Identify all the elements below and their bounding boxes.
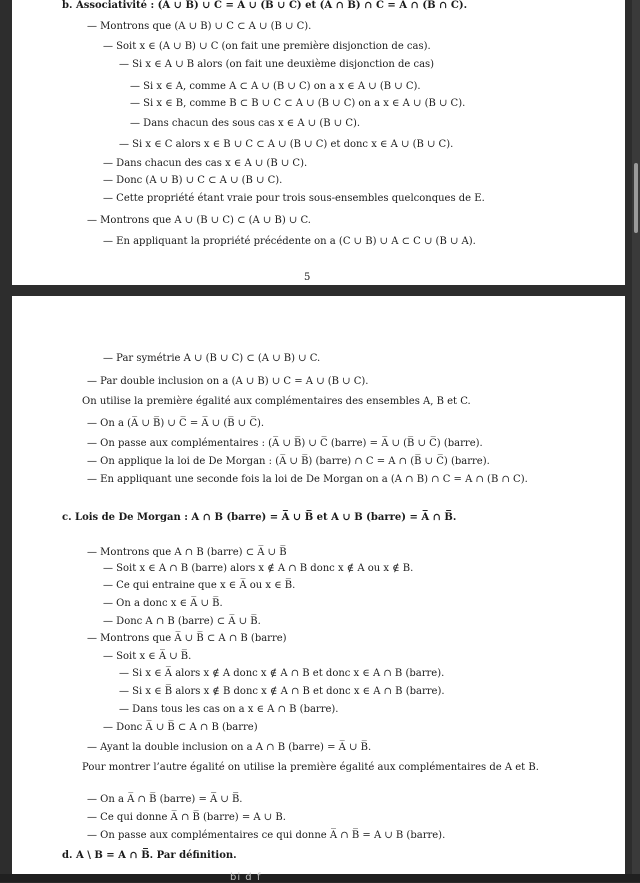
proof-line: — Donc A ∩ B (barre) ⊂ A̅ ∪ B̅. [103,616,261,627]
proof-line: — Si x ∈ A ∪ B alors (on fait une deuxième disjonction de cas) [119,59,435,70]
proof-line: — Ce qui donne A̅ ∩ B̅ (barre) = A ∪ B. [87,812,286,823]
proof-line: — Si x ∈ A, comme A ⊂ A ∪ (B ∪ C) on a x ∈ A ∪ (B ∪ C). [130,81,421,92]
section-heading: d. A \ B = A ∩ B̅. Par définition. [62,850,237,861]
proof-line: — Dans chacun des cas x ∈ A ∪ (B ∪ C). [103,158,308,169]
proof-line: — Soit x ∈ A ∩ B (barre) alors x ∉ A ∩ B donc x ∉ A ou x ∉ B. [103,563,414,574]
proof-line: — Par double inclusion on a (A ∪ B) ∪ C = A ∪ (B ∪ C). [87,376,369,387]
proof-line: — Dans tous les cas on a x ∈ A ∩ B (barre). [119,704,339,715]
proof-line: — Montrons que (A ∪ B) ∪ C ⊂ A ∪ (B ∪ C). [87,21,312,32]
proof-line: — On passe aux complémentaires ce qui donne A̅ ∩ B̅ = A ∪ B (barre). [87,830,446,841]
proof-line: — Soit x ∈ A̅ ∪ B̅. [103,651,192,662]
scrollbar-thumb[interactable] [634,163,638,233]
next-page-edge [0,874,640,882]
proof-line: — Donc (A ∪ B) ∪ C ⊂ A ∪ (B ∪ C). [103,175,283,186]
proof-line: — En appliquant une seconde fois la loi de De Morgan on a (A ∩ B) ∩ C = A ∩ (B ∩ C). [87,474,528,485]
proof-line: — Donc A̅ ∪ B̅ ⊂ A ∩ B (barre) [103,722,258,733]
proof-line: — Soit x ∈ (A ∪ B) ∪ C (on fait une première disjonction de cas). [103,41,431,52]
next-page-text-fragment: bi d f [230,872,262,883]
vertical-scrollbar[interactable] [632,0,640,874]
proof-line: — On passe aux complémentaires : (A̅ ∪ B̅) ∪ C̅ (barre) = A̅ ∪ (B̅ ∪ C̅) (barre). [87,438,483,449]
proof-line: — On a A̅ ∩ B̅ (barre) = A̅̅ ∪ B̅̅. [87,794,243,805]
pdf-page-5 [12,0,625,285]
proof-line: — Montrons que A ∩ B (barre) ⊂ A̅ ∪ B̅ [87,547,287,558]
proof-line: — En appliquant la propriété précédente on a (C ∪ B) ∪ A ⊂ C ∪ (B ∪ A). [103,236,476,247]
proof-line: On utilise la première égalité aux complémentaires des ensembles A, B et C. [82,396,471,407]
proof-line: — Ce qui entraine que x ∈ A̅ ou x ∈ B̅. [103,580,296,591]
section-heading: b. Associativité : (A ∪ B) ∪ C = A ∪ (B ∪ C) et (A ∩ B) ∩ C = A ∩ (B ∩ C). [62,0,468,11]
proof-line: — Ayant la double inclusion on a A ∩ B (barre) = A̅ ∪ B̅. [87,742,372,753]
proof-line: Pour montrer l’autre égalité on utilise la première égalité aux complémentaires de A et B. [82,762,539,773]
proof-line: — Dans chacun des sous cas x ∈ A ∪ (B ∪ C). [130,118,361,129]
proof-line: — Si x ∈ C alors x ∈ B ∪ C ⊂ A ∪ (B ∪ C) et donc x ∈ A ∪ (B ∪ C). [119,139,454,150]
proof-line: — Si x ∈ A̅ alors x ∉ A donc x ∉ A ∩ B et donc x ∈ A ∩ B (barre). [119,668,445,679]
proof-line: — On a donc x ∈ A̅ ∪ B̅. [103,598,223,609]
proof-line: — Si x ∈ B, comme B ⊂ B ∪ C ⊂ A ∪ (B ∪ C) on a x ∈ A ∪ (B ∪ C). [130,98,466,109]
proof-line: — Montrons que A ∪ (B ∪ C) ⊂ (A ∪ B) ∪ C. [87,215,311,226]
proof-line: — Cette propriété étant vraie pour trois sous-ensembles quelconques de E. [103,193,485,204]
section-heading: c. Lois de De Morgan : A ∩ B (barre) = A̅ ∪ B̅ et A ∪ B (barre) = A̅ ∩ B̅. [62,512,457,523]
proof-line: — On a (A̅ ∪ B̅) ∪ C̅ = A̅ ∪ (B̅ ∪ C̅). [87,418,265,429]
proof-line: — Si x ∈ B̅ alors x ∉ B donc x ∉ A ∩ B et donc x ∈ A ∩ B (barre). [119,686,445,697]
proof-line: — Par symétrie A ∪ (B ∪ C) ⊂ (A ∪ B) ∪ C. [103,353,321,364]
pdf-page-6 [12,296,625,874]
proof-line: — Montrons que A̅ ∪ B̅ ⊂ A ∩ B (barre) [87,633,287,644]
proof-line: — On applique la loi de De Morgan : (A̅ ∪ B̅) (barre) ∩ C = A ∩ (B̅ ∪ C̅) (barre). [87,456,490,467]
page-number: 5 [304,272,311,283]
